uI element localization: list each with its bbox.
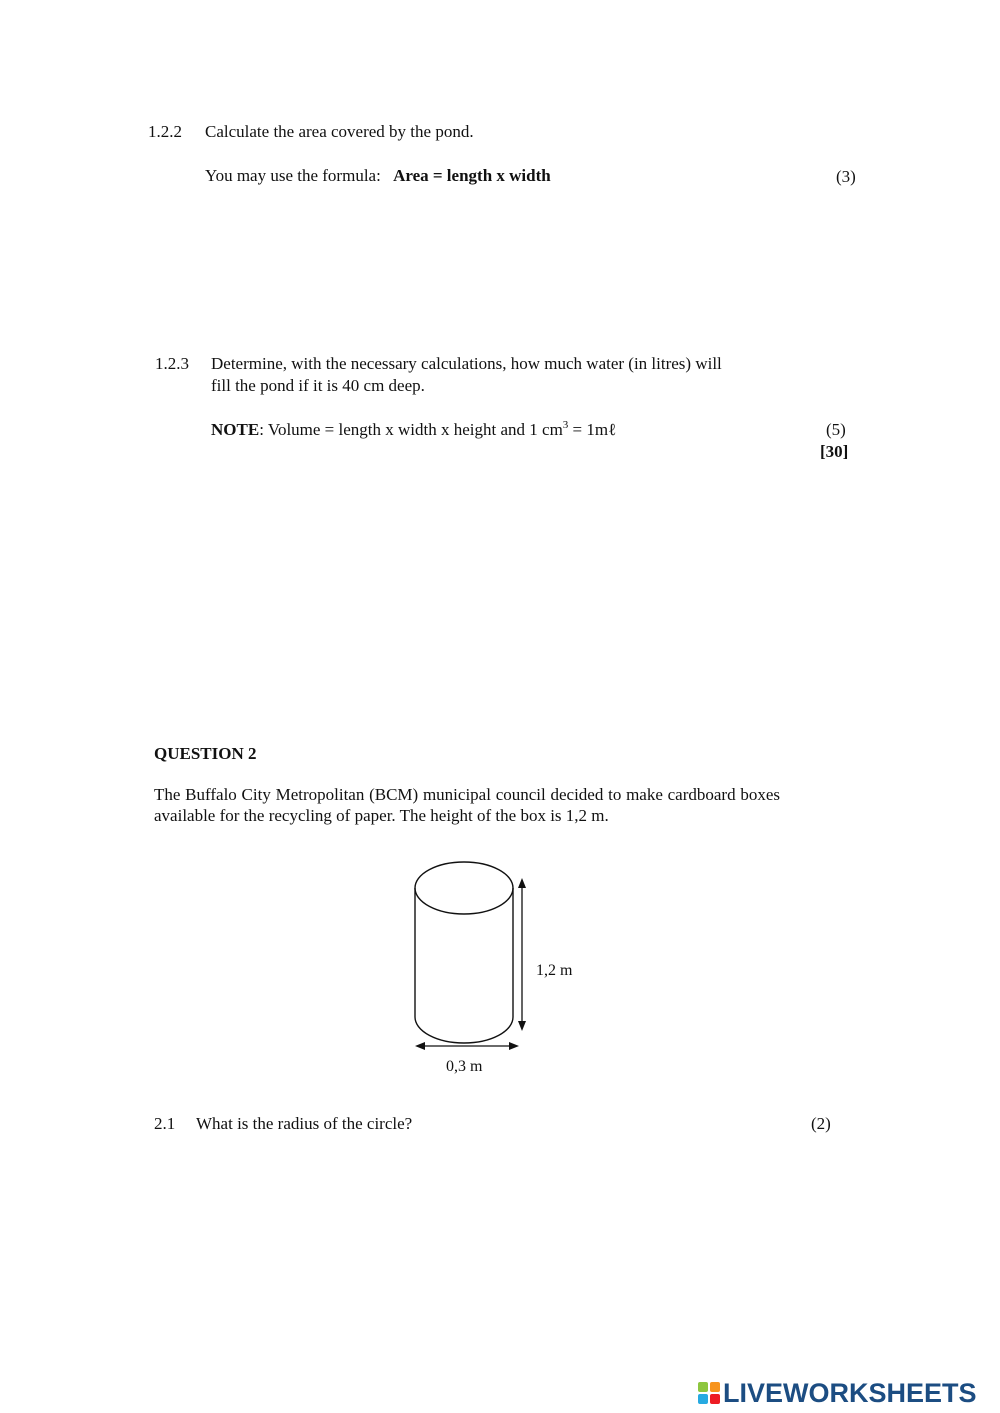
marks-1-2-2: (3) (836, 167, 856, 186)
note-text: : Volume = length x width x height and 1 cm (259, 420, 563, 439)
marks-2-1: (2) (811, 1114, 831, 1133)
question-text-1-2-2: Calculate the area covered by the pond. (205, 122, 474, 141)
height-label: 1,2 m (536, 962, 573, 979)
total-marks: [30] (820, 442, 849, 461)
question-number-2-1: 2.1 (154, 1114, 176, 1133)
question-number-1-2-2: 1.2.2 (148, 122, 182, 141)
cylinder-top-ellipse (415, 862, 513, 914)
formula-area: Area = length x width (393, 166, 551, 185)
note-label: NOTE (211, 420, 260, 439)
question-2-intro: The Buffalo City Metropolitan (BCM) municipal council decided to make cardboard boxes available for the recycling of paper. The height of the box is 1,2 m. (154, 785, 780, 825)
question-number-1-2-3: 1.2.3 (155, 354, 189, 373)
formula-line-1-2-2 (205, 166, 551, 186)
logo-tile-red (710, 1394, 720, 1404)
note-line-1-2-3 (211, 420, 616, 440)
question-text-2-1: What is the radius of the circle? (196, 1114, 413, 1133)
question-text-1-2-3-line2: fill the pond if it is 40 cm deep. (211, 376, 425, 395)
diameter-label: 0,3 m (446, 1058, 483, 1075)
note-end: = 1mℓ (568, 420, 617, 439)
logo-text: LIVEWORKSHEETS (723, 1377, 977, 1408)
marks-1-2-3: (5) (826, 420, 846, 439)
formula-intro: You may use the formula: (205, 166, 381, 185)
logo-tiles-icon (698, 1382, 720, 1404)
question-text-1-2-3-line1: Determine, with the necessary calculations, how much water (in litres) will (211, 354, 722, 373)
logo-tile-orange (710, 1382, 720, 1392)
cylinder-bottom-arc (415, 1017, 513, 1043)
liveworksheets-logo[interactable] (698, 1376, 994, 1410)
note-superscript: 3 (562, 419, 569, 431)
question-2-heading: QUESTION 2 (154, 744, 257, 763)
logo-tile-green (698, 1382, 708, 1392)
logo-tile-blue (698, 1394, 708, 1404)
